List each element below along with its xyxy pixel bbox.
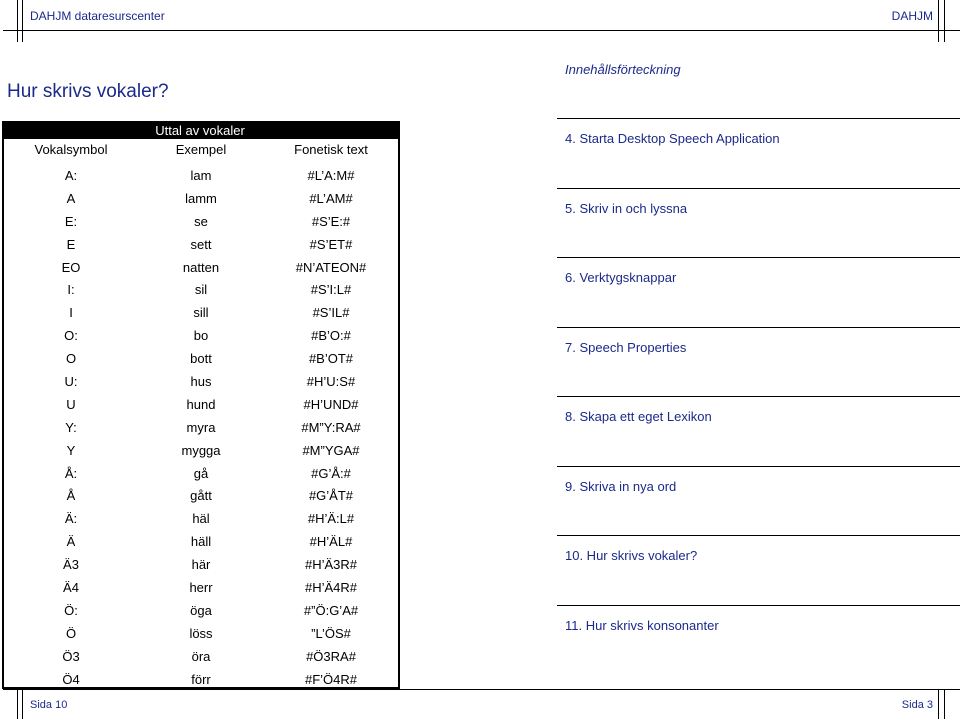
toc-item-label[interactable]: 6. Verktygsknappar (565, 270, 677, 285)
cell-exempel: sill (193, 305, 209, 321)
cell-fonetisk-text: #B’O:# (311, 328, 351, 344)
cell-fonetisk-text: #H’Ä4R# (304, 579, 358, 595)
cell-fonetisk-text: #L’AM# (309, 190, 353, 206)
cell-fonetisk-text: #S’IL# (312, 305, 350, 321)
column-header-vokalsymbol: Vokalsymbol (34, 142, 108, 157)
table-row (4, 599, 398, 622)
table-row (4, 210, 398, 233)
cell-exempel: öga (190, 602, 212, 618)
header-rule (3, 30, 960, 31)
cell-fonetisk-text: #G’ÅT# (308, 488, 354, 504)
cell-fonetisk-text: #H’Ä:L# (307, 511, 355, 527)
cell-exempel: hus (190, 373, 212, 389)
cell-exempel: öra (191, 648, 211, 664)
cell-fonetisk-text: #G’Å:# (311, 465, 351, 481)
cell-fonetisk-text: #H’Ä3R# (304, 557, 358, 573)
toc-item[interactable] (557, 605, 960, 675)
cell-exempel: sil (194, 282, 208, 298)
toc-item[interactable] (557, 188, 960, 258)
column-header-fonetisk-text: Fonetisk text (294, 142, 368, 157)
cell-vokalsymbol: Ö3 (62, 648, 80, 664)
cell-exempel: häll (190, 534, 212, 550)
header-right-title: DAHJM (891, 9, 933, 23)
table-row (4, 553, 398, 576)
cell-fonetisk-text: #N’ATEON# (295, 259, 367, 275)
header-divider-left-1 (17, 0, 18, 42)
table-row (4, 370, 398, 393)
table-caption: Uttal av vokaler (155, 123, 245, 138)
footer-divider-left-1 (17, 689, 18, 719)
cell-exempel: myra (186, 419, 216, 435)
footer-rule (3, 689, 960, 690)
cell-vokalsymbol: I (69, 305, 73, 321)
cell-fonetisk-text: #H’UND# (303, 396, 359, 412)
cell-exempel: gå (193, 465, 209, 481)
cell-vokalsymbol: Ä3 (63, 557, 79, 573)
page-title: Hur skrivs vokaler? (7, 81, 169, 102)
toc-item[interactable] (557, 396, 960, 466)
cell-exempel: lam (190, 167, 212, 183)
cell-vokalsymbol: E (66, 236, 76, 252)
cell-fonetisk-text: #F’Ö4R# (304, 671, 358, 687)
table-border-right (398, 121, 400, 689)
cell-fonetisk-text: #H’U:S# (306, 373, 356, 389)
cell-vokalsymbol: Ä4 (63, 579, 79, 595)
cell-vokalsymbol: Y (66, 442, 76, 458)
table-row (4, 187, 398, 210)
footer-divider-left-2 (22, 689, 23, 719)
cell-fonetisk-text: #B’OT# (308, 351, 354, 367)
cell-vokalsymbol: I: (67, 282, 75, 298)
cell-vokalsymbol: O (65, 351, 77, 367)
cell-exempel: bott (190, 351, 212, 367)
cell-fonetisk-text: #S’E:# (311, 213, 351, 229)
cell-vokalsymbol: EO (61, 259, 81, 275)
toc-item-label[interactable]: 11. Hur skrivs konsonanter (565, 617, 719, 633)
toc-list (557, 118, 960, 674)
toc-item[interactable] (557, 466, 960, 536)
table-row (4, 668, 398, 691)
table-row (4, 278, 398, 301)
cell-fonetisk-text: ”L’ÖS# (311, 625, 351, 641)
table-row (4, 645, 398, 668)
toc-item[interactable] (557, 327, 960, 397)
table-row (4, 416, 398, 439)
cell-exempel: sett (190, 236, 212, 252)
cell-vokalsymbol: U: (64, 373, 78, 389)
cell-exempel: natten (182, 259, 220, 275)
footer-divider-right-1 (938, 689, 939, 719)
cell-exempel: bo (193, 328, 209, 344)
table-row (4, 462, 398, 485)
table-row (4, 256, 398, 279)
cell-exempel: här (191, 557, 211, 573)
table-row (4, 576, 398, 599)
table-body (4, 164, 398, 690)
cell-exempel: häl (192, 511, 210, 527)
cell-vokalsymbol: Ä (66, 534, 76, 550)
cell-vokalsymbol: A: (64, 167, 78, 183)
toc-item-label[interactable]: 7. Speech Properties (565, 339, 687, 355)
toc-item[interactable] (557, 257, 960, 327)
cell-vokalsymbol: E: (64, 213, 78, 229)
cell-fonetisk-text: #S’ET# (309, 236, 353, 252)
cell-exempel: hund (186, 396, 216, 412)
toc-item-label[interactable]: 5. Skriv in och lyssna (565, 200, 688, 216)
cell-vokalsymbol: A (66, 190, 76, 206)
cell-vokalsymbol: Ö4 (62, 671, 80, 687)
cell-vokalsymbol: O: (64, 328, 78, 344)
cell-exempel: se (194, 213, 208, 229)
cell-fonetisk-text: #Ö3RA# (306, 648, 356, 664)
header-divider-right-1 (938, 0, 939, 42)
table-row (4, 233, 398, 256)
table-row (4, 622, 398, 645)
table-row (4, 324, 398, 347)
cell-fonetisk-text: #S’I:L# (310, 282, 352, 298)
cell-vokalsymbol: Å: (64, 465, 78, 481)
toc-item-label[interactable]: 10. Hur skrivs vokaler? (565, 548, 698, 563)
cell-exempel: lamm (185, 190, 217, 206)
cell-vokalsymbol: Y: (65, 419, 77, 435)
footer-page-left: Sida 10 (30, 699, 68, 711)
cell-exempel: mygga (181, 442, 221, 458)
cell-vokalsymbol: Ö: (64, 602, 78, 618)
table-row (4, 439, 398, 462)
cell-exempel: herr (189, 579, 213, 595)
footer-divider-right-2 (944, 689, 945, 719)
toc-title: Innehållsförteckning (565, 62, 681, 77)
header-divider-left-2 (22, 0, 23, 42)
toc-item-label[interactable]: 9. Skriva in nya ord (565, 478, 677, 494)
cell-vokalsymbol: U (66, 396, 76, 412)
header-left-title: DAHJM dataresurscenter (30, 9, 165, 23)
table-row (4, 347, 398, 370)
table-row (4, 530, 398, 553)
cell-vokalsymbol: Ö (65, 625, 77, 641)
header-divider-right-2 (944, 0, 945, 42)
column-header-exempel: Exempel (175, 142, 227, 157)
toc-item[interactable] (557, 118, 960, 188)
cell-fonetisk-text: #”Ö:G’A# (303, 602, 359, 618)
cell-vokalsymbol: Ä: (64, 511, 78, 527)
table-row (4, 164, 398, 187)
footer-page-right: Sida 3 (901, 699, 933, 711)
cell-fonetisk-text: #H’ÄL# (309, 534, 353, 550)
cell-exempel: förr (191, 671, 211, 687)
table-row (4, 484, 398, 507)
cell-exempel: gått (190, 488, 212, 504)
cell-exempel: löss (189, 625, 213, 641)
toc-item-label[interactable]: 4. Starta Desktop Speech Application (565, 131, 780, 146)
table-row (4, 301, 398, 324)
cell-fonetisk-text: #M”Y:RA# (301, 419, 361, 435)
toc-item[interactable] (557, 535, 960, 605)
toc-item-label[interactable]: 8. Skapa ett eget Lexikon (565, 409, 712, 424)
cell-fonetisk-text: #M”YGA# (302, 442, 360, 458)
table-row (4, 507, 398, 530)
table-row (4, 393, 398, 416)
cell-fonetisk-text: #L’A:M# (307, 167, 355, 183)
cell-vokalsymbol: Å (66, 488, 76, 504)
